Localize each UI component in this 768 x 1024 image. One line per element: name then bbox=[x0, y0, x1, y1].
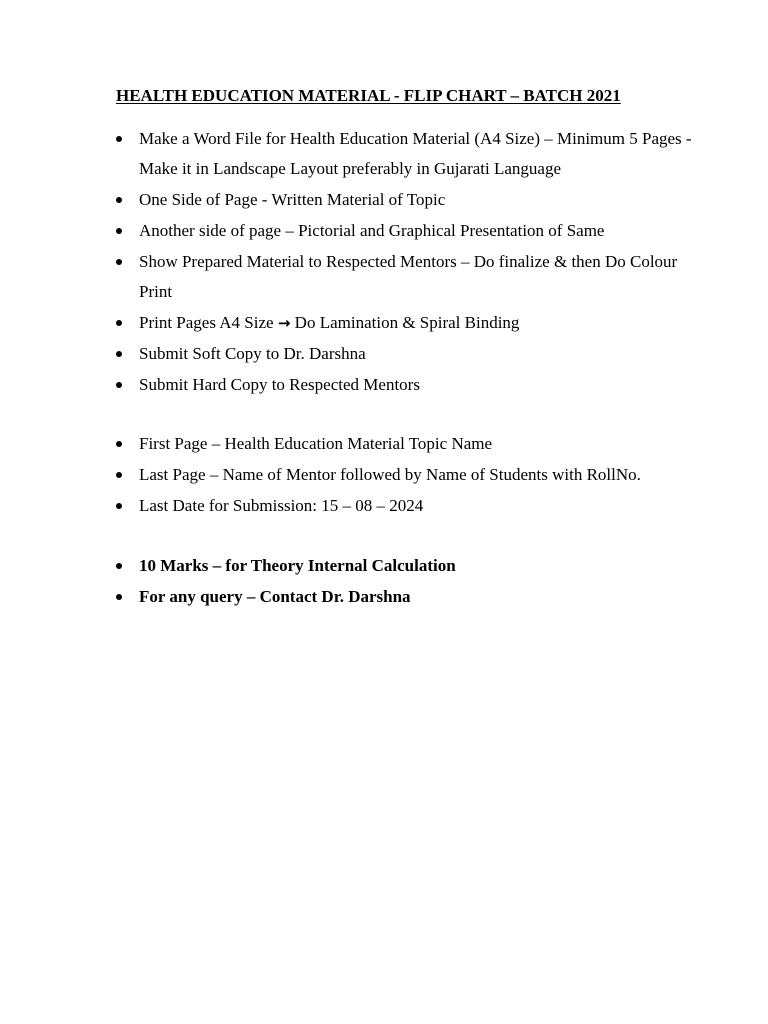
bullet-icon bbox=[116, 441, 122, 447]
bullet-icon bbox=[116, 228, 122, 234]
list-item bbox=[0, 308, 768, 338]
list-item-text: Last Page – Name of Mentor followed by Name of Students with RollNo. bbox=[139, 465, 641, 484]
bullet-icon bbox=[116, 563, 122, 569]
bullet-icon bbox=[116, 320, 122, 326]
list-item-text: One Side of Page - Written Material of Topic bbox=[139, 190, 446, 209]
page-details-list bbox=[0, 429, 768, 522]
list-item bbox=[0, 429, 768, 459]
list-item-text: Make a Word File for Health Education Material (A4 Size) – Minimum 5 Pages - Make it in Landscape Layout preferably in Gujarati Language bbox=[139, 129, 692, 178]
list-item bbox=[0, 460, 768, 490]
list-item bbox=[0, 551, 768, 581]
list-item-text: Submit Soft Copy to Dr. Darshna bbox=[139, 344, 366, 363]
bullet-icon bbox=[116, 594, 122, 600]
list-item-text: Last Date for Submission: 15 – 08 – 2024 bbox=[139, 496, 424, 515]
arrow-right-icon: → bbox=[277, 314, 291, 332]
list-item-text: Show Prepared Material to Respected Mentors – Do finalize & then Do Colour Print bbox=[139, 252, 678, 301]
list-item-text: Another side of page – Pictorial and Graphical Presentation of Same bbox=[139, 221, 605, 240]
list-item-text-before: Print Pages A4 Size bbox=[139, 313, 278, 332]
document-title: HEALTH EDUCATION MATERIAL - FLIP CHART – BATCH 2021 bbox=[116, 86, 621, 105]
list-item bbox=[0, 216, 768, 246]
notes-list bbox=[0, 551, 768, 613]
bullet-icon bbox=[116, 136, 122, 142]
bullet-icon bbox=[116, 503, 122, 509]
bullet-icon bbox=[116, 259, 122, 265]
list-item bbox=[0, 339, 768, 369]
list-item-text-after: Do Lamination & Spiral Binding bbox=[290, 313, 520, 332]
bullet-icon bbox=[116, 382, 122, 388]
list-item bbox=[0, 582, 768, 612]
list-item-text: First Page – Health Education Material Topic Name bbox=[139, 434, 493, 453]
instructions-list bbox=[0, 124, 768, 401]
list-item bbox=[0, 124, 768, 184]
list-item-text: For any query – Contact Dr. Darshna bbox=[139, 587, 411, 606]
list-item bbox=[0, 491, 768, 521]
list-item bbox=[0, 247, 768, 307]
list-item bbox=[0, 185, 768, 215]
bullet-icon bbox=[116, 472, 122, 478]
list-item-text: 10 Marks – for Theory Internal Calculation bbox=[139, 556, 456, 575]
bullet-icon bbox=[116, 351, 122, 357]
bullet-icon bbox=[116, 197, 122, 203]
list-item-text: Submit Hard Copy to Respected Mentors bbox=[139, 375, 420, 394]
list-item bbox=[0, 370, 768, 400]
